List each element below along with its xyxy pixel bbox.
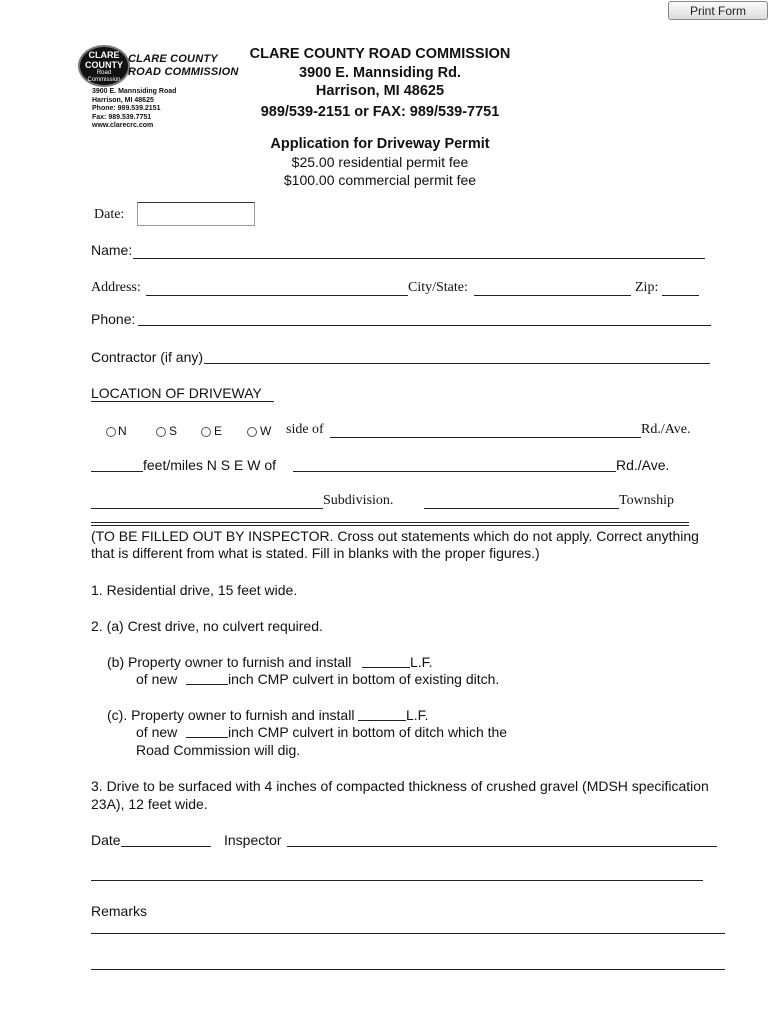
item-2c-inch-input[interactable]: [186, 737, 228, 738]
logo-badge-line3: Road: [96, 70, 112, 76]
org-name: CLARE COUNTY ROAD COMMISSION: [249, 46, 511, 62]
remarks-line-2[interactable]: [91, 969, 725, 970]
contractor-label: Contractor (if any): [91, 349, 204, 365]
item-2c-text-3: inch CMP culvert in bottom of ditch which the: [228, 724, 508, 740]
item-2b-lf-label: L.F.: [410, 654, 433, 670]
logo-fax: Fax: 989.539.7751: [92, 113, 152, 121]
side-of-label: side of: [286, 422, 324, 437]
item-2c-lf-label: L.F.: [406, 707, 429, 723]
fee-commercial: $100.00 commercial permit fee: [283, 172, 477, 188]
section-divider-1: [91, 522, 689, 523]
logo-address-block: [92, 88, 176, 131]
inspection-date-input[interactable]: [121, 846, 211, 847]
item-2b-text-3: inch CMP culvert in bottom of existing ditch.: [228, 671, 500, 687]
remarks-label: Remarks: [91, 903, 148, 919]
location-heading: LOCATION OF DRIVEWAY: [91, 385, 274, 402]
township-label: Township: [619, 493, 675, 508]
item-2b-text-2: of new: [136, 671, 178, 687]
item-2c-lf-input[interactable]: [358, 720, 406, 721]
radio-east[interactable]: [201, 427, 211, 437]
radio-west-label: W: [260, 424, 272, 438]
item-2b-inch-input[interactable]: [186, 684, 228, 685]
item-2c-text-4: Road Commission will dig.: [136, 742, 301, 758]
item-3-line2: 23A), 12 feet wide.: [91, 796, 208, 812]
logo-web: www.clarecrc.com: [92, 122, 154, 129]
name-label: Name:: [91, 242, 133, 258]
print-form-button[interactable]: Print Form: [668, 1, 768, 20]
item-2a: 2. (a) Crest drive, no culvert required.: [91, 618, 323, 634]
zip-label: Zip:: [635, 280, 659, 295]
feet-miles-label: feet/miles N S E W of: [143, 457, 277, 473]
org-street: 3900 E. Mannsiding Rd.: [299, 65, 461, 81]
section-divider-2: [91, 525, 689, 526]
item-2b-text-1: (b) Property owner to furnish and install: [107, 654, 352, 670]
logo-badge-line4: Commission: [87, 77, 121, 83]
org-phone-fax: 989/539-2151 or FAX: 989/539-7751: [260, 104, 500, 120]
date-label: Date:: [94, 207, 125, 222]
logo-name-line1: CLARE COUNTY: [128, 53, 218, 65]
logo-name-line2: ROAD COMMISSION: [128, 66, 239, 78]
inspector-instructions-line2: that is different from what is stated. Fill in blanks with the proper figures.): [91, 545, 540, 561]
logo-badge-line2: COUNTY: [85, 60, 123, 70]
logo-address: 3900 E. Mannsiding Road: [92, 88, 177, 95]
subdivision-label: Subdivision.: [323, 493, 394, 508]
city-state-label: City/State:: [408, 280, 468, 295]
radio-north-label: N: [118, 424, 127, 438]
address-label: Address:: [91, 280, 141, 295]
remarks-line-1[interactable]: [91, 933, 725, 934]
item-1: 1. Residential drive, 15 feet wide.: [91, 582, 298, 598]
rd-ave-label-2: Rd./Ave.: [616, 457, 670, 473]
inspector-name-input[interactable]: [287, 846, 717, 847]
logo-badge-line1: CLARE: [88, 50, 120, 60]
date-input[interactable]: [137, 202, 255, 226]
distance-input[interactable]: [91, 471, 143, 472]
rd-ave-label: Rd./Ave.: [641, 422, 691, 437]
address-input[interactable]: [146, 295, 408, 296]
org-city: Harrison, MI 48625: [315, 83, 445, 99]
inspection-date-label: Date: [91, 832, 121, 848]
item-3-line1: 3. Drive to be surfaced with 4 inches of compacted thickness of crushed gravel (MDSH specification: [91, 778, 709, 794]
fee-residential: $25.00 residential permit fee: [291, 154, 469, 170]
subdivision-input[interactable]: [91, 508, 323, 509]
inspector-label: Inspector: [224, 832, 282, 848]
inspector-instructions-line1: (TO BE FILLED OUT BY INSPECTOR. Cross out statements which do not apply. Correct anything: [91, 528, 699, 544]
radio-south-label: S: [169, 424, 178, 438]
item-2c-text-2: of new: [136, 724, 178, 740]
city-state-input[interactable]: [474, 295, 631, 296]
logo-phone: Phone: 989.539.2151: [92, 105, 161, 112]
side-of-road-input[interactable]: [330, 437, 641, 438]
name-input[interactable]: [133, 258, 705, 259]
item-2c-text-1: (c). Property owner to furnish and install: [107, 707, 355, 723]
radio-west[interactable]: [247, 427, 257, 437]
township-input[interactable]: [424, 508, 619, 509]
phone-input[interactable]: [138, 325, 711, 326]
road-commission-logo: [80, 47, 128, 85]
road-name-input[interactable]: [293, 471, 616, 472]
form-title: Application for Driveway Permit: [270, 136, 490, 152]
item-2b-lf-input[interactable]: [362, 667, 410, 668]
radio-east-label: E: [214, 424, 223, 438]
radio-south[interactable]: [156, 427, 166, 437]
radio-north[interactable]: [106, 427, 116, 437]
logo-city: Harrison, MI 48625: [92, 96, 154, 104]
phone-label: Phone:: [91, 311, 136, 327]
zip-input[interactable]: [662, 295, 699, 296]
contractor-input[interactable]: [204, 363, 710, 364]
signature-line[interactable]: [91, 880, 703, 881]
